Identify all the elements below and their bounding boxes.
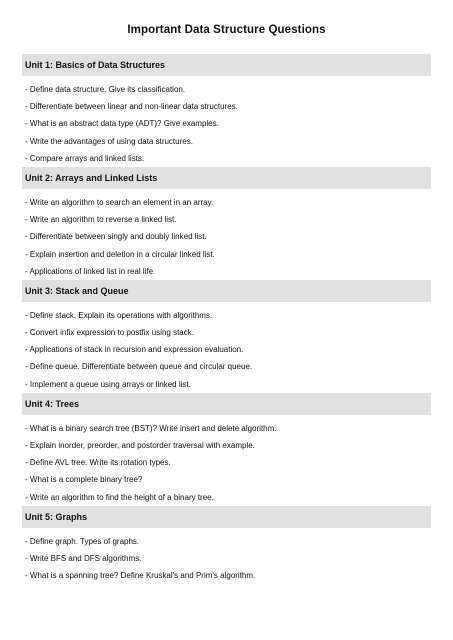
unit-3-section xyxy=(22,280,431,393)
question-item: - Applications of stack in recursion and expression evaluation. xyxy=(25,345,244,355)
question-item: - Define data structure. Give its classification. xyxy=(25,85,186,94)
unit-5-question-list xyxy=(22,528,431,585)
unit-2-question-list xyxy=(22,189,431,280)
page-title: Important Data Structure Questions xyxy=(127,24,326,36)
question-item: - What is a binary search tree (BST)? Write insert and delete algorithm. xyxy=(25,423,277,433)
question-item: - Define queue. Differentiate between queue and circular queue. xyxy=(25,362,253,372)
question-item: - Compare arrays and linked lists. xyxy=(25,153,145,163)
unit-3-header: Unit 3: Stack and Queue xyxy=(22,280,431,302)
question-item: - What is a spanning tree? Define Kruskal's and Prim's algorithm. xyxy=(25,571,256,581)
question-item: - Explain inorder, preorder, and postorder traversal with example. xyxy=(25,441,255,450)
question-item: - Convert infix expression to postfix using stack. xyxy=(25,328,194,338)
unit-1-header: Unit 1: Basics of Data Structures xyxy=(22,54,431,76)
unit-5-section xyxy=(22,506,431,585)
unit-3-question-list xyxy=(22,302,431,393)
question-item: - What is an abstract data type (ADT)? Give examples. xyxy=(25,119,219,129)
question-item: - Write the advantages of using data structures. xyxy=(25,136,193,146)
question-item: - Write BFS and DFS algorithms. xyxy=(25,553,142,563)
unit-2-header: Unit 2: Arrays and Linked Lists xyxy=(22,167,431,189)
question-item: - Define stack. Explain its operations with algorithms. xyxy=(25,310,213,320)
question-item: - Explain insertion and deletion in a circular linked list. xyxy=(25,249,215,259)
question-item: - Differentiate between singly and doubly linked list. xyxy=(25,232,207,242)
unit-1-section xyxy=(22,54,431,167)
unit-4-section xyxy=(22,393,431,506)
unit-2-section xyxy=(22,167,431,280)
unit-5-header: Unit 5: Graphs xyxy=(22,506,431,528)
question-item: - Applications of linked list in real life. xyxy=(25,266,156,276)
question-item: - Define graph. Types of graphs. xyxy=(25,536,140,546)
question-item: - Define AVL tree. Write its rotation types. xyxy=(25,458,171,468)
unit-4-question-list xyxy=(22,415,431,506)
question-item: - What is a complete binary tree? xyxy=(25,475,143,485)
question-item: - Write an algorithm to find the height of a binary tree. xyxy=(25,492,214,502)
unit-1-question-list xyxy=(22,76,431,167)
question-item: - Implement a queue using arrays or linked list. xyxy=(25,379,191,389)
unit-4-header: Unit 4: Trees xyxy=(22,393,431,415)
question-item: - Write an algorithm to search an element in an array. xyxy=(25,197,214,207)
question-item: - Differentiate between linear and non-linear data structures. xyxy=(25,102,238,112)
question-item: - Write an algorithm to reverse a linked list. xyxy=(25,215,177,225)
